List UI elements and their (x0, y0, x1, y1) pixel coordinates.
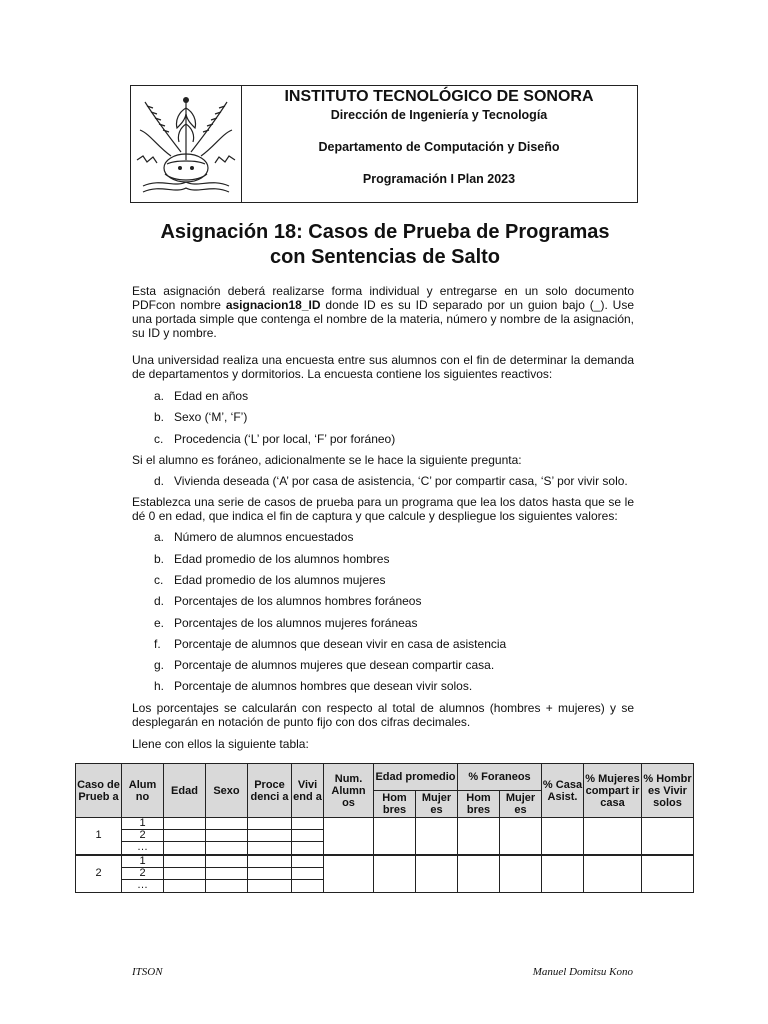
intro-paragraph (132, 284, 634, 340)
header-edad: Edad (164, 764, 206, 818)
task-item-b: b. Edad promedio de los alumnos hombres (154, 552, 390, 566)
cell-foraneos-hombres[interactable] (458, 855, 500, 893)
cell-procedencia[interactable] (248, 855, 292, 868)
itson-crest-icon (135, 90, 237, 198)
header-sexo: Sexo (206, 764, 248, 818)
header-foraneos-mujeres: Mujer es (500, 791, 542, 818)
cell-edad-mujeres[interactable] (416, 855, 458, 893)
cell-vivienda[interactable] (292, 855, 324, 868)
foreign-item-d: d. Vivienda deseada (‘A’ por casa de asistencia, ‘C’ por compartir casa, ‘S’ por vivir solo. (154, 474, 628, 488)
student-number: … (122, 879, 164, 892)
student-number: 2 (122, 867, 164, 879)
foreign-paragraph: Si el alumno es foráneo, adicionalmente se le hace la siguiente pregunta: (132, 453, 522, 467)
cell-procedencia[interactable] (248, 830, 292, 842)
header-procedencia: Proce denci a (248, 764, 292, 818)
task-item-g: g. Porcentaje de alumnos mujeres que desean compartir casa. (154, 658, 495, 672)
header-casa-asistencia: % Casa Asist. (542, 764, 584, 818)
program-name: Programación I Plan 2023 (362, 172, 516, 186)
cell-sexo[interactable] (206, 818, 248, 830)
cell-vivienda[interactable] (292, 867, 324, 879)
task-paragraph: Establezca una serie de casos de prueba para un programa que lea los datos hasta que se le dé 0 en edad, que indica el fin de captura y que calcule y despliegue los siguientes valores: (132, 495, 634, 523)
case-label: 2 (76, 855, 122, 893)
percent-paragraph: Los porcentajes se calcularán con respecto al total de alumnos (hombres + mujeres) y se desplegarán en notación de punto fijo con dos cifras decimales. (132, 701, 634, 729)
header-num-alumnos: Num. Alumn os (324, 764, 374, 818)
student-number: 1 (122, 818, 164, 830)
cell-foraneos-hombres[interactable] (458, 818, 500, 855)
header-caso: Caso de Prueb a (76, 764, 122, 818)
cell-edad[interactable] (164, 867, 206, 879)
cell-sexo[interactable] (206, 867, 248, 879)
cell-mujeres-compartir[interactable] (584, 855, 642, 893)
cell-procedencia[interactable] (248, 867, 292, 879)
assignment-title (100, 220, 670, 270)
cell-casa-asistencia[interactable] (542, 818, 584, 855)
intro-text-2: donde ID es su ID separado por un guion bajo (_). Use una portada simple que contenga el nombre de la materia, número y nombre de la asignación, su ID y nombre. (132, 298, 635, 340)
cell-vivienda[interactable] (292, 818, 324, 830)
cell-sexo[interactable] (206, 842, 248, 855)
cell-sexo[interactable] (206, 855, 248, 868)
cell-vivienda[interactable] (292, 842, 324, 855)
task-item-e: e. Porcentajes de los alumnos mujeres foráneas (154, 616, 418, 630)
cell-foraneos-mujeres[interactable] (500, 855, 542, 893)
survey-paragraph: Una universidad realiza una encuesta entre sus alumnos con el fin de determinar la demanda de departamentos y dormitorios. La encuesta contiene los siguientes reactivos: (132, 353, 634, 381)
cell-procedencia[interactable] (248, 879, 292, 892)
task-item-h: h. Porcentaje de alumnos hombres que desean vivir solos. (154, 679, 473, 693)
footer-author: Manuel Domitsu Kono (532, 966, 633, 978)
footer-institution: ITSON (132, 966, 163, 978)
department-name: Departamento de Computación y Diseño (318, 140, 560, 154)
task-item-a: a. Número de alumnos encuestados (154, 530, 354, 544)
header-edad-hombres: Hom bres (374, 791, 416, 818)
header-hombres-solos: % Hombr es Vivir solos (642, 764, 694, 818)
cell-edad[interactable] (164, 830, 206, 842)
cell-procedencia[interactable] (248, 818, 292, 830)
cell-foraneos-mujeres[interactable] (500, 818, 542, 855)
cell-sexo[interactable] (206, 879, 248, 892)
header-edad-promedio: Edad promedio (374, 764, 458, 791)
header-mujeres-compartir: % Mujeres compart ir casa (584, 764, 642, 818)
institution-logo (131, 86, 242, 202)
cell-edad-mujeres[interactable] (416, 818, 458, 855)
student-number: 2 (122, 830, 164, 842)
task-item-c: c. Edad promedio de los alumnos mujeres (154, 573, 386, 587)
cell-edad[interactable] (164, 818, 206, 830)
institution-name: INSTITUTO TECNOLÓGICO DE SONORA (284, 88, 594, 105)
intro-filename: asignacion18_ID (225, 298, 321, 312)
header-text (241, 86, 637, 202)
student-number: … (122, 842, 164, 855)
cell-sexo[interactable] (206, 830, 248, 842)
cell-mujeres-compartir[interactable] (584, 818, 642, 855)
header-foraneos: % Foraneos (458, 764, 542, 791)
header-foraneos-hombres: Hom bres (458, 791, 500, 818)
cell-edad[interactable] (164, 855, 206, 868)
cell-procedencia[interactable] (248, 842, 292, 855)
cell-edad[interactable] (164, 879, 206, 892)
document-header (130, 85, 638, 203)
cell-hombres-solos[interactable] (642, 818, 694, 855)
intro-text-1: Esta asignación deberá realizarse forma individual y entregarse en un solo documento PDFcon nombre (132, 284, 634, 312)
case-label: 1 (76, 818, 122, 855)
task-item-f: f. Porcentaje de alumnos que desean vivir en casa de asistencia (154, 637, 507, 651)
cell-vivienda[interactable] (292, 879, 324, 892)
header-vivienda: Vivi end a (292, 764, 324, 818)
cell-edad-hombres[interactable] (374, 855, 416, 893)
cell-hombres-solos[interactable] (642, 855, 694, 893)
task-item-d: d. Porcentajes de los alumnos hombres foráneos (154, 594, 422, 608)
title-line-1: Asignación 18: Casos de Prueba de Programas (160, 221, 610, 243)
fill-paragraph: Llene con ellos la siguiente tabla: (132, 737, 309, 751)
direction-name: Dirección de Ingeniería y Tecnología (330, 108, 548, 122)
cell-vivienda[interactable] (292, 830, 324, 842)
cell-edad[interactable] (164, 842, 206, 855)
test-case-table (75, 763, 694, 893)
cell-num-alumnos[interactable] (324, 818, 374, 855)
cell-edad-hombres[interactable] (374, 818, 416, 855)
survey-item-b: b. Sexo (‘M’, ‘F’) (154, 410, 248, 424)
header-edad-mujeres: Mujer es (416, 791, 458, 818)
student-number: 1 (122, 855, 164, 868)
survey-item-c: c. Procedencia (‘L’ por local, ‘F’ por foráneo) (154, 432, 396, 446)
header-alumno: Alum no (122, 764, 164, 818)
cell-casa-asistencia[interactable] (542, 855, 584, 893)
title-line-2: con Sentencias de Salto (269, 246, 501, 268)
cell-num-alumnos[interactable] (324, 855, 374, 893)
survey-item-a: a. Edad en años (154, 389, 249, 403)
